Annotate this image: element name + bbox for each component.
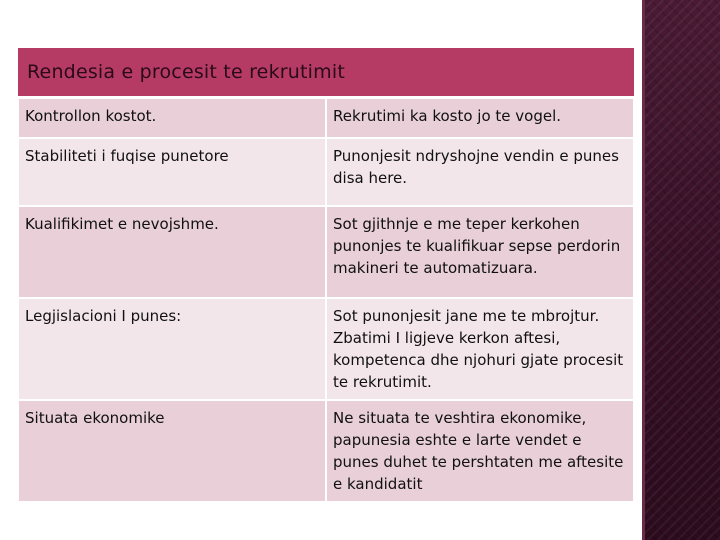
row-label: Situata ekonomike [18, 400, 326, 502]
table-row [18, 298, 634, 400]
side-bar-edge [642, 0, 645, 540]
row-text: Punonjesit ndryshojne vendin e punes disa here. [326, 138, 634, 206]
table-row [18, 400, 634, 502]
decorative-side-bar [642, 0, 720, 540]
row-label: Kualifikimet e nevojshme. [18, 206, 326, 298]
table-row [18, 206, 634, 298]
table-row [18, 98, 634, 139]
content-table-container [17, 48, 635, 503]
row-text: Rekrutimi ka kosto jo te vogel. [326, 98, 634, 139]
table-row [18, 138, 634, 206]
row-text: Sot punonjesit jane me te mbrojtur. Zbatimi I ligjeve kerkon aftesi, kompetenca dhe njohuri gjate procesit te rekrutimit. [326, 298, 634, 400]
table-title: Rendesia e procesit te rekrutimit [18, 48, 634, 98]
row-label: Stabiliteti i fuqise punetore [18, 138, 326, 206]
row-text: Sot gjithnje e me teper kerkohen punonjes te kualifikuar sepse perdorin makineri te automatizuara. [326, 206, 634, 298]
table-header-row [18, 48, 634, 98]
recruitment-table [17, 48, 635, 503]
row-label: Kontrollon kostot. [18, 98, 326, 139]
row-text: Ne situata te veshtira ekonomike, papunesia eshte e larte vendet e punes duhet te pershtaten me aftesite e kandidatit [326, 400, 634, 502]
row-label: Legjislacioni I punes: [18, 298, 326, 400]
